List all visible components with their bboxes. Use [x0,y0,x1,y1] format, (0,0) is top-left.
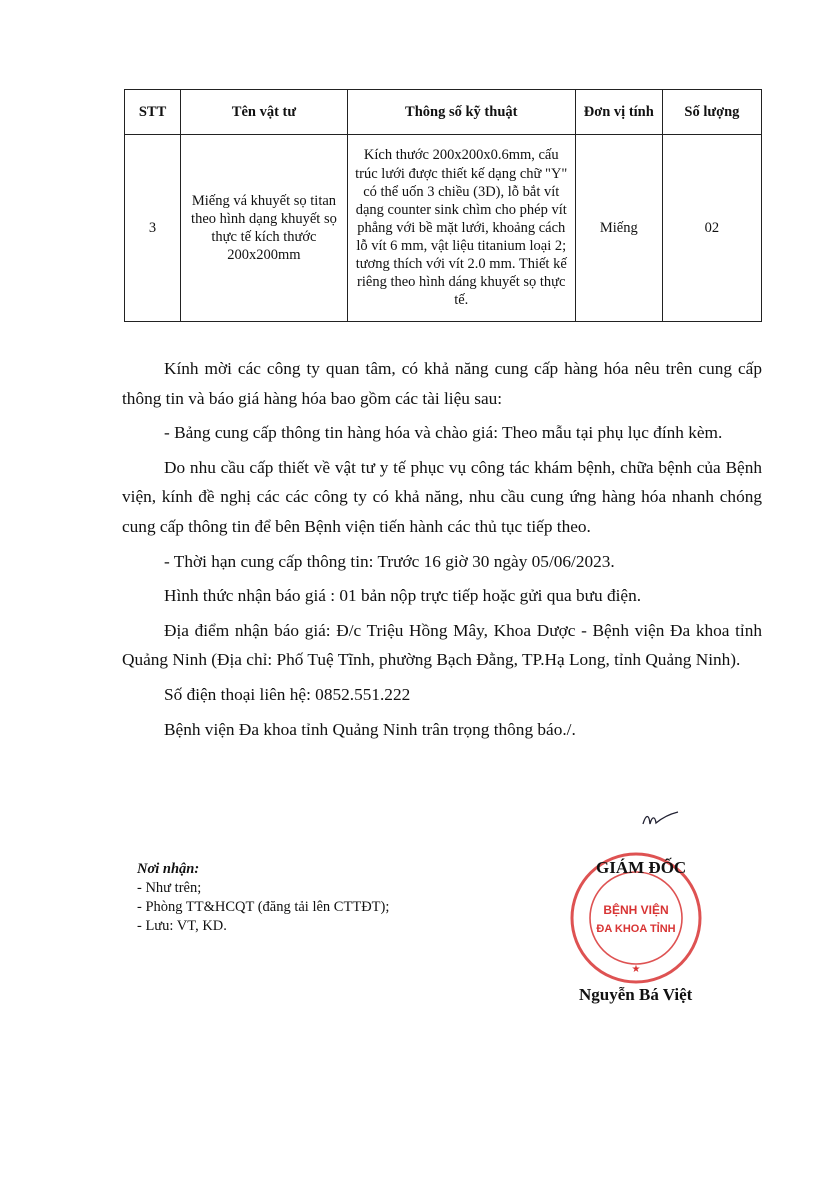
recipient-item: - Lưu: VT, KD. [137,918,227,934]
signatory-name: Nguyễn Bá Việt [579,985,693,1004]
cell-item-name: Miếng vá khuyết sọ titan theo hình dạng khuyết sọ thực tế kích thước 200x200mm [181,135,348,322]
paragraph-submission-address: Địa điểm nhận báo giá: Đ/c Triệu Hồng Mây, Khoa Dược - Bệnh viện Đa khoa tỉnh Quảng Ninh (Địa chỉ: Phố Tuệ Tĩnh, phường Bạch Đằng, TP.Hạ Long, tỉnh Quảng Ninh). [122,620,762,670]
recipient-item: - Như trên; [137,880,202,896]
signatory-title: GIÁM ĐỐC [596,858,687,877]
header-item-name: Tên vật tư [181,90,348,135]
paragraph-quote-form: - Bảng cung cấp thông tin hàng hóa và chào giá: Theo mẫu tại phụ lục đính kèm. [164,423,723,443]
paragraph-deadline: - Thời hạn cung cấp thông tin: Trước 16 giờ 30 ngày 05/06/2023. [164,551,615,571]
paragraph-closing: Bệnh viện Đa khoa tỉnh Quảng Ninh trân trọng thông báo./. [164,719,576,739]
initial-signature-mark [640,808,680,832]
cell-quantity: 02 [662,135,761,322]
header-stt: STT [125,90,181,135]
recipients-block [137,860,389,936]
paragraph-invitation: Kính mời các công ty quan tâm, có khả năng cung cấp hàng hóa nêu trên cung cấp thông tin và báo giá hàng hóa bao gồm các tài liệu sau: [122,359,762,408]
cell-unit: Miếng [575,135,662,322]
table-header-row [125,90,762,135]
seal-line-1: BỆNH VIỆN [603,903,669,917]
seal-line-2: ĐA KHOA TỈNH [596,923,676,935]
table-row [125,135,762,322]
paragraph-urgent-need: Do nhu cầu cấp thiết về vật tư y tế phục vụ công tác khám bệnh, chữa bệnh của Bệnh viện, kính đề nghị các các công ty có khả năng, nhu cầu cung ứng hàng hóa nhanh chóng cung cấp thông tin để bên Bệnh viện tiến hành các thủ tục tiếp theo. [122,457,762,536]
body-text [122,354,762,749]
paragraph-phone: Số điện thoại liên hệ: 0852.551.222 [164,684,411,704]
cell-specification: Kích thước 200x200x0.6mm, cấu trúc lưới được thiết kế dạng chữ "Y" có thể uốn 3 chiều (3D), lỗ bắt vít dạng counter sink chìm cho phép vít phẳng với bề mặt lưới, khoảng cách lỗ vít 6 mm, vật liệu titanium loại 2; tương thích với vít 2.0 mm. Thiết kế riêng theo hình dáng khuyết sọ thực tế. [347,135,575,322]
paragraph-submission-method: Hình thức nhận báo giá : 01 bản nộp trực tiếp hoặc gửi qua bưu điện. [164,586,642,606]
cell-stt: 3 [125,135,181,322]
header-specification: Thông số kỹ thuật [347,90,575,135]
supply-table [124,89,762,322]
header-quantity: Số lượng [662,90,761,135]
svg-text:★: ★ [631,964,641,975]
recipient-item: - Phòng TT&HCQT (đăng tải lên CTTĐT); [137,899,390,915]
recipients-title: Nơi nhận: [137,861,200,877]
header-unit: Đơn vị tính [575,90,662,135]
